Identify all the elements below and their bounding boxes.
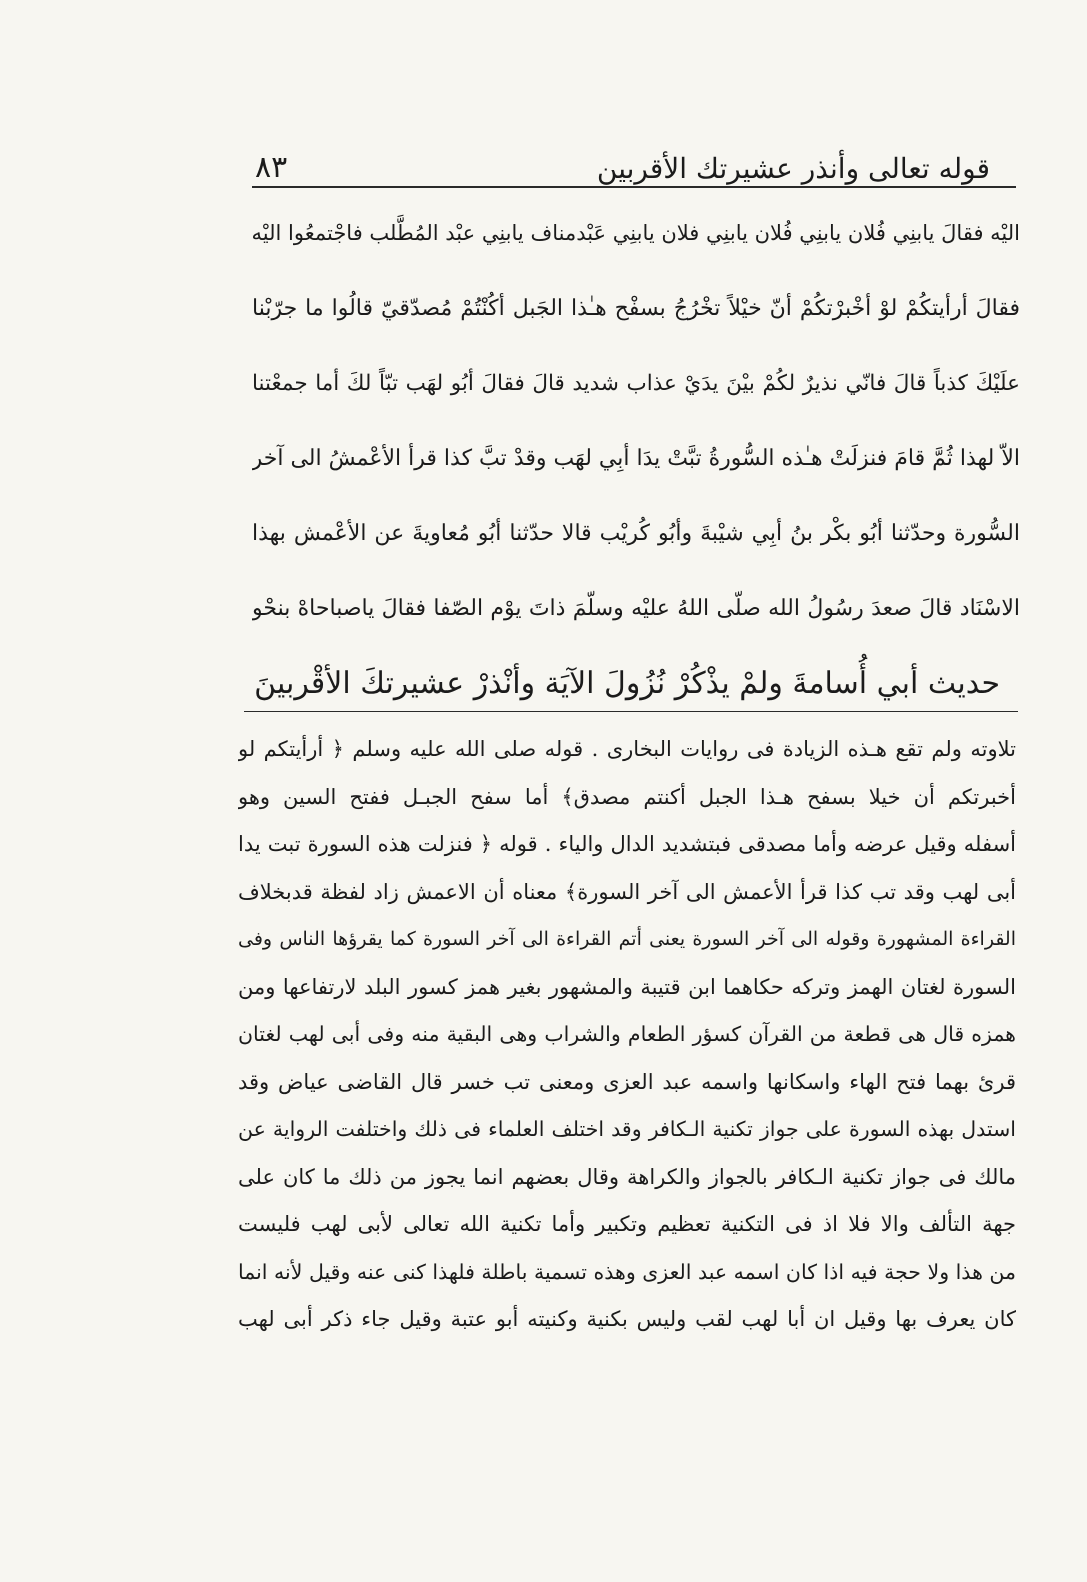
commentary-line: كان يعرف بها وقيل ان أبا لهب لقب وليس بكنية وكنيته أبو عتبة وقيل جاء ذكر أبى لهب	[238, 1307, 1016, 1331]
commentary-line: القراءة المشهورة وقوله الى آخر السورة يعنى أتم القراءة الى آخر السورة كما يقرؤها الناس وفى	[238, 928, 1016, 950]
hadith-line: الاسْنَاد قالَ صعدَ رسُولُ الله صلّى اللهُ عليْه وسلّمَ ذاتَ يوْم الصّفا فقالَ ياصباحاهْ بنحْو	[252, 596, 1020, 621]
commentary-line: أبى لهب وقد تب كذا قرأ الأعمش الى آخر السورة﴾ معناه أن الاعمش زاد لفظة قدبخلاف	[238, 879, 1016, 904]
commentary-text	[238, 726, 1016, 1344]
page-header	[255, 135, 1015, 185]
page-number: ٨٣	[255, 150, 288, 185]
hadith-line: الاّ لهذا ثُمَّ قامَ فنزلَتْ هـٰذه السُّورةُ تبَّتْ يدَا أبِي لهَب وقدْ تبَّ كذا قرأ الأعْمشُ الى آخر	[252, 446, 1020, 471]
commentary-line: همزه قال هى قطعة من القرآن كسؤر الطعام والشراب وهى البقية منه وفى أبى لهب لغتان	[238, 1022, 1016, 1046]
hadith-line: حديث أبي أُسامةَ ولمْ يذْكُرْ نُزُولَ الآيَة وأنْذرْ عشيرتكَ الأقْربينَ	[254, 666, 1000, 701]
hadith-line: فقالَ أرأيتكُمْ لوْ أخْبرْتكُمْ أنّ خيْلاً تخْرُجُ بسفْح هـٰذا الجَبل أكُنْتُمْ مُصدّقيّ قالُوا ما جرّبْنا	[252, 296, 1020, 321]
hadith-text	[252, 196, 1020, 721]
hadith-line: اليْه فقالَ يابنِي فُلان يابنِي فُلان يابنِي فلان يابنِي عَبْدمناف يابنِي عبْد المُطَّلب فاجْتمعُوا اليْه	[252, 221, 1020, 245]
commentary-line: من هذا ولا حجة فيه اذا كان اسمه عبد العزى وهذه تسمية باطلة فلهذا كنى عنه وقيل لأنه انما	[238, 1259, 1016, 1284]
header-rule	[252, 186, 1016, 188]
commentary-line: تلاوته ولم تقع هـذه الزيادة فى روايات البخارى . قوله صلى الله عليه وسلم ﴿ أرأيتكم لو	[238, 737, 1016, 761]
commentary-line: أخبرتكم أن خيلا بسفح هـذا الجبل أكنتم مصدق﴾ أما سفح الجبـل ففتح السين وهو	[238, 784, 1016, 809]
commentary-line: قرئ بهما فتح الهاء واسكانها واسمه عبد العزى ومعنى تب خسر قال القاضى عياض وقد	[238, 1069, 1016, 1094]
section-divider	[244, 711, 1018, 712]
commentary-line: مالك فى جواز تكنية الـكافر بالجواز والكراهة وقال بعضهم انما يجوز من ذلك ما كان على	[238, 1164, 1016, 1189]
running-title: قوله تعالى وأنذر عشيرتك الأقربين	[596, 152, 990, 185]
commentary-line: السورة لغتان الهمز وتركه حكاهما ابن قتيبة والمشهور بغير همز كسور البلد لارتفاعها ومن	[238, 974, 1016, 999]
commentary-line: أسفله وقيل عرضه وأما مصدقى فبتشديد الدال والياء . قوله ﴿ فنزلت هذه السورة تبت يدا	[238, 832, 1016, 856]
hadith-line: علَيْكَ كذباً قالَ فانّي نذيرٌ لكُمْ بيْنَ يدَيْ عذاب شديد قالَ فقالَ أبُو لهَب تبّاً لكَ أما جمعْتنا	[252, 371, 1020, 396]
hadith-line: السُّورة وحدّثنا أبُو بكْر بنُ أبِي شيْبةَ وأبُو كُريْب قالا حدّثنا أبُو مُعاويةَ عن الأعْمش بهذا	[252, 521, 1020, 546]
commentary-line: استدل بهذه السورة على جواز تكنية الـكافر وقد اختلف العلماء فى ذلك واختلفت الرواية عن	[238, 1117, 1016, 1141]
commentary-line: جهة التألف والا فلا اذ فى التكنية تعظيم وتكبير وأما تكنية الله تعالى لأبى لهب فليست	[238, 1212, 1016, 1236]
